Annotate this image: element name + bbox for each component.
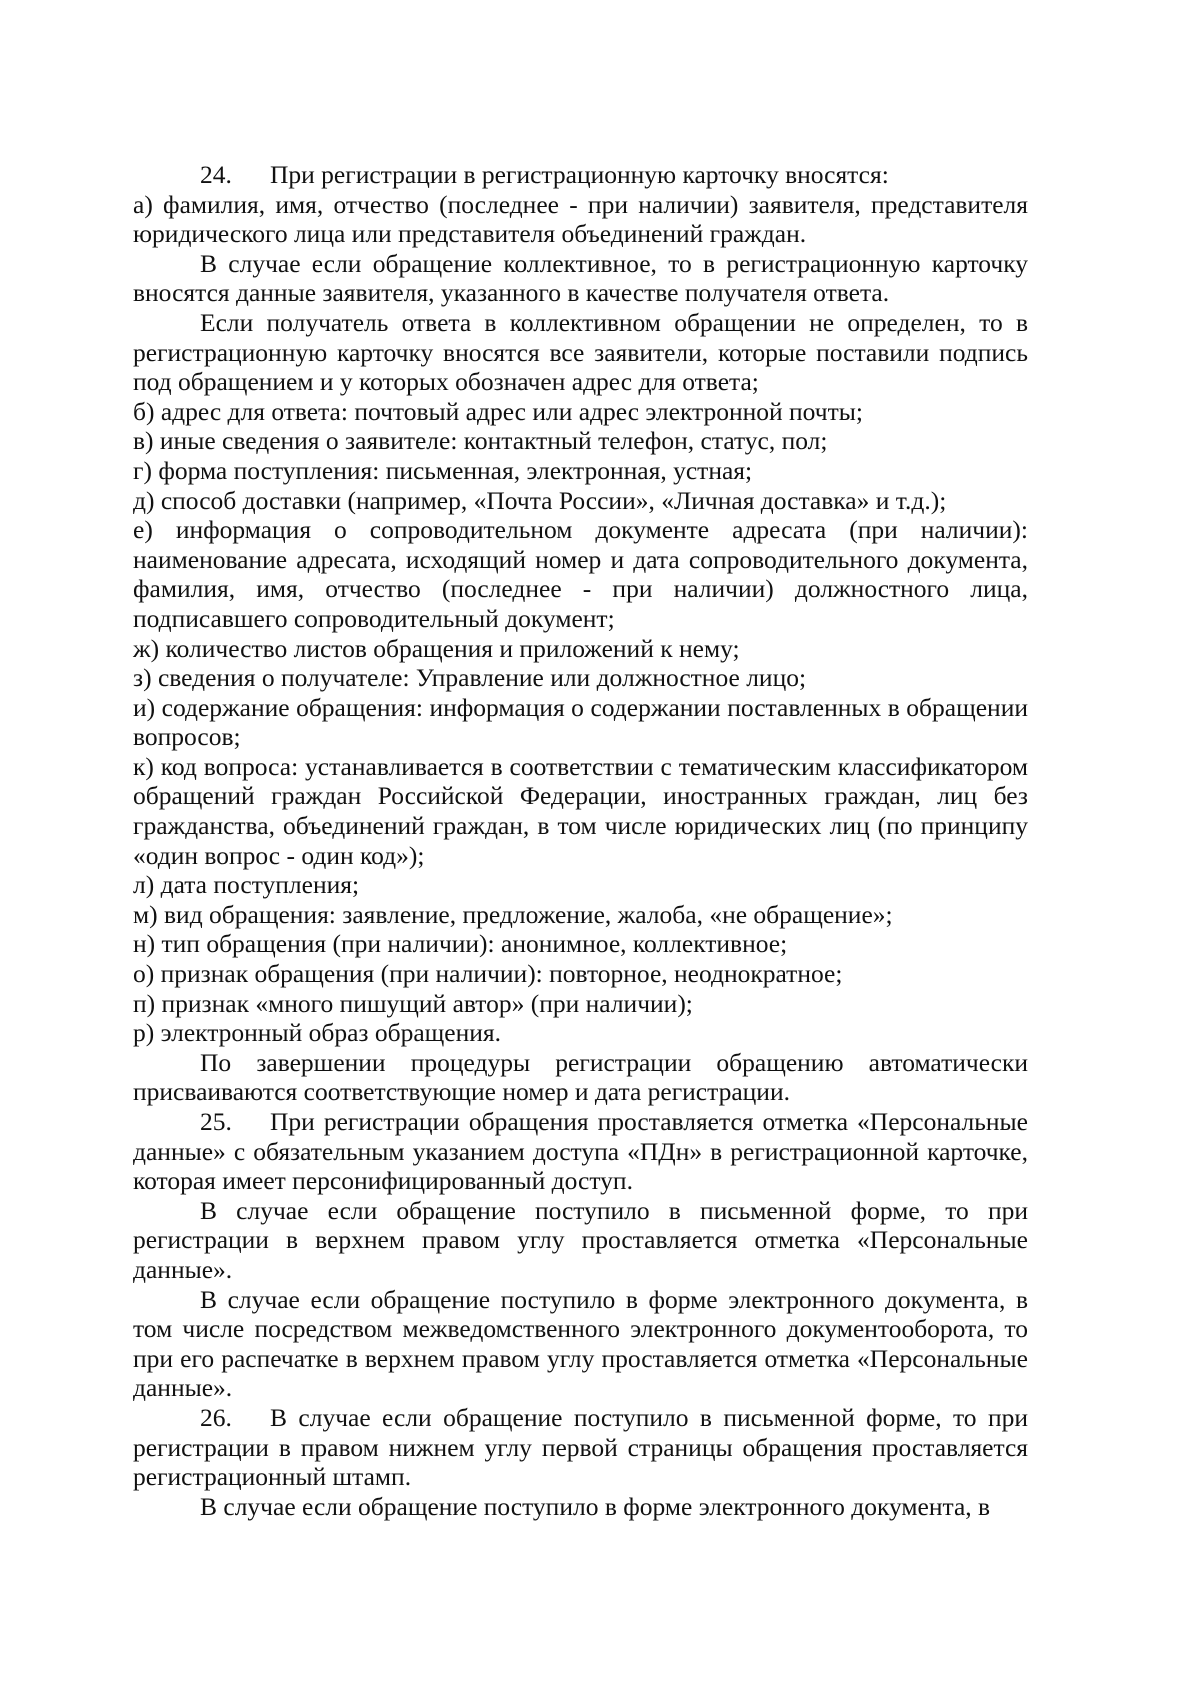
list-item-g: г) форма поступления: письменная, электронная, устная; — [133, 455, 753, 485]
list-item-p: п) признак «много пишущий автор» (при наличии); — [133, 988, 693, 1018]
list-item-k: к) код вопроса: устанавливается в соответствии с тематическим классификатором обращений граждан Российской Федерации, иностранных граждан, лиц без гражданства, объединений граждан, в том числе юридических лиц (по принципу «один вопрос - один код»); — [133, 751, 1028, 870]
clause-text: При регистрации обращения проставляется отметка «Персональные данные» с обязательным указанием доступа «ПДн» в регистрационной карточке, которая имеет персонифицированный доступ. — [133, 1107, 1028, 1196]
clause-text: При регистрации в регистрационную карточку вносятся: — [270, 160, 889, 189]
clause-number: 26. — [200, 1402, 232, 1432]
paragraph-electronic-form-continued: В случае если обращение поступило в форме электронного документа, в — [200, 1491, 991, 1521]
list-item-v: в) иные сведения о заявителе: контактный телефон, статус, пол; — [133, 426, 828, 456]
paragraph-electronic-form-mark: В случае если обращение поступило в форме электронного документа, в том числе посредством межведомственного электронного документооборота, то при его распечатке в верхнем правом углу проставляется отметка «Персональные данные». — [133, 1284, 1028, 1403]
list-item-n: н) тип обращения (при наличии): анонимное, коллективное; — [133, 929, 788, 959]
list-item-d: д) способ доставки (например, «Почта России», «Личная доставка» и т.д.); — [133, 485, 947, 515]
clause-24-heading — [133, 160, 1028, 190]
list-item-z: з) сведения о получателе: Управление или должностное лицо; — [133, 663, 807, 693]
list-item-r: р) электронный образ обращения. — [133, 1018, 501, 1048]
list-item-o: о) признак обращения (при наличии): повторное, неоднократное; — [133, 959, 843, 989]
clause-26 — [133, 1403, 1028, 1492]
list-item-a: а) фамилия, имя, отчество (последнее - при наличии) заявителя, представителя юридического лица или представителя объединений граждан. — [133, 189, 1028, 249]
paragraph-registration-complete: По завершении процедуры регистрации обращению автоматически присваиваются соответствующие номер и дата регистрации. — [133, 1047, 1028, 1107]
list-item-e: е) информация о сопроводительном документе адресата (при наличии): наименование адресата, исходящий номер и дата сопроводительного документа, фамилия, имя, отчество (последнее - при наличии) должностного лица, подписавшего сопроводительный документ; — [133, 515, 1028, 633]
clause-number: 25. — [200, 1107, 232, 1136]
paragraph-written-form-mark: В случае если обращение поступило в письменной форме, то при регистрации в верхнем правом углу проставляется отметка «Персональные данные». — [133, 1195, 1028, 1284]
list-item-zh: ж) количество листов обращения и приложений к нему; — [133, 633, 740, 663]
list-item-m: м) вид обращения: заявление, предложение, жалоба, «не обращение»; — [133, 899, 893, 929]
list-item-l: л) дата поступления; — [133, 870, 360, 900]
paragraph-collective-appeal: В случае если обращение коллективное, то в регистрационную карточку вносятся данные заявителя, указанного в качестве получателя ответа. — [133, 248, 1028, 308]
clause-number: 24. — [200, 160, 232, 189]
paragraph-recipient-undefined: Если получатель ответа в коллективном обращении не определен, то в регистрационную карточку вносятся все заявители, которые поставили подпись под обращением и у которых обозначен адрес для ответа; — [133, 307, 1028, 397]
document-page — [133, 160, 1028, 1521]
list-item-b: б) адрес для ответа: почтовый адрес или адрес электронной почты; — [133, 396, 863, 426]
clause-text: В случае если обращение поступило в письменной форме, то при регистрации в правом нижнем углу первой страницы обращения проставляется регистрационный штамп. — [133, 1402, 1028, 1492]
list-item-i: и) содержание обращения: информация о содержании поставленных в обращении вопросов; — [133, 692, 1028, 752]
clause-25 — [133, 1107, 1028, 1196]
